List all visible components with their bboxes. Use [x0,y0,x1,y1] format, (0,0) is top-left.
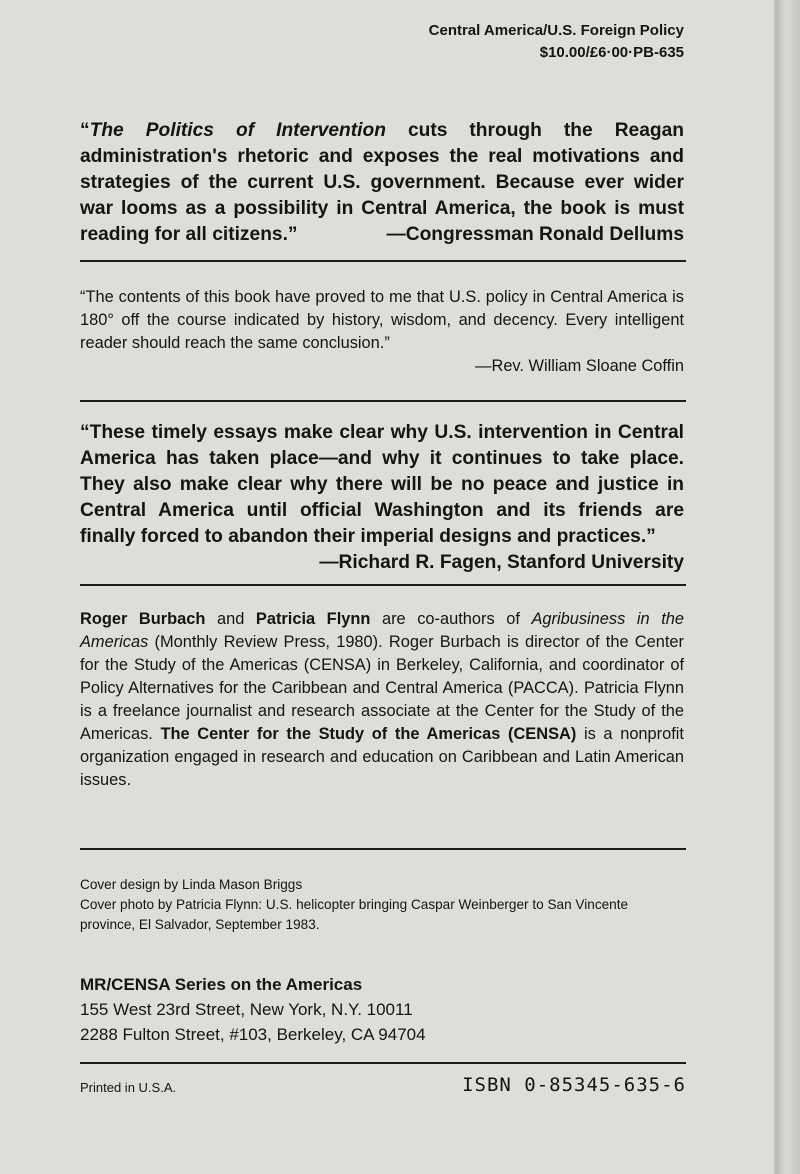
quote-coffin-attribution: —Rev. William Sloane Coffin [475,357,684,375]
quote-coffin-text: “The contents of this book have proved to me that U.S. policy in Central America is 180° off the course indicated by history, wisdom, and decency. Every intelligent reader should reach the same conclusion.” [80,288,684,352]
quote-open-mark: “ [80,120,90,141]
book-title: The Politics of Intervention [89,120,386,141]
quote-fagen [80,420,684,576]
category-price-block [429,20,684,64]
cover-credits [80,875,684,935]
quote-fagen-text: “These timely essays make clear why U.S. intervention in Central America has taken place—and why it continues to take place. They also make clear why there will be no peace and justice in Central America until official Washington and its friends are finally forced to abandon their imperial designs and practices.” [80,422,684,547]
cover-edge [776,0,800,1174]
bio-text: is a nonprofit organization engaged in research and education on Caribbean and Latin American issues. [80,725,684,789]
bio-text: and [205,610,256,628]
quote-dellums-text: cuts through the Reagan administration's rhetoric and exposes the real motivations and strategies of the current U.S. government. Because ever wider war looms as a possibility in Central America, the book is must reading for all citizens.” [80,120,684,245]
quote-coffin [80,286,684,378]
isbn-number: ISBN 0-85345-635-6 [462,1074,686,1096]
bio-text: are co-authors of [370,610,532,628]
printed-in-label: Printed in U.S.A. [80,1080,177,1095]
quote-dellums-attribution: —Congressman Ronald Dellums [386,224,684,245]
author-name: Patricia Flynn [255,610,371,628]
divider [80,848,686,850]
cover-photo-credit: Cover photo by Patricia Flynn: U.S. helicopter bringing Caspar Weinberger to San Vincente province, El Salvador, September 1983. [80,897,629,932]
author-bio [80,608,684,792]
divider [80,260,686,262]
series-info [80,972,684,1047]
org-name: The Center for the Study of the Americas (CENSA) [160,725,577,743]
address-new-york: 155 West 23rd Street, New York, N.Y. 10011 [80,1000,413,1019]
divider [80,584,686,586]
bio-text: (Monthly Review Press, 1980). Roger Burbach is director of the Center for the Study of the Americas (CENSA) in Berkeley, California, and coordinator of Policy Alternatives for the Caribbean and Central America (PACCA). Patricia Flynn is a freelance journalist and research associate at the Center for the Study of the Americas. [80,633,684,743]
book-title: Agribusiness in the Americas [80,610,684,651]
author-name: Roger Burbach [80,610,206,628]
series-title: MR/CENSA Series on the Americas [80,975,363,994]
price-label: $10.00/£6·00·PB-635 [539,44,684,61]
quote-fagen-attribution: —Richard R. Fagen, Stanford University [319,552,684,573]
quote-dellums [80,118,684,248]
divider [80,400,686,402]
cover-design-credit: Cover design by Linda Mason Briggs [80,877,303,892]
address-berkeley: 2288 Fulton Street, #103, Berkeley, CA 94704 [80,1025,426,1044]
category-label: Central America/U.S. Foreign Policy [428,22,684,39]
divider [80,1062,686,1064]
